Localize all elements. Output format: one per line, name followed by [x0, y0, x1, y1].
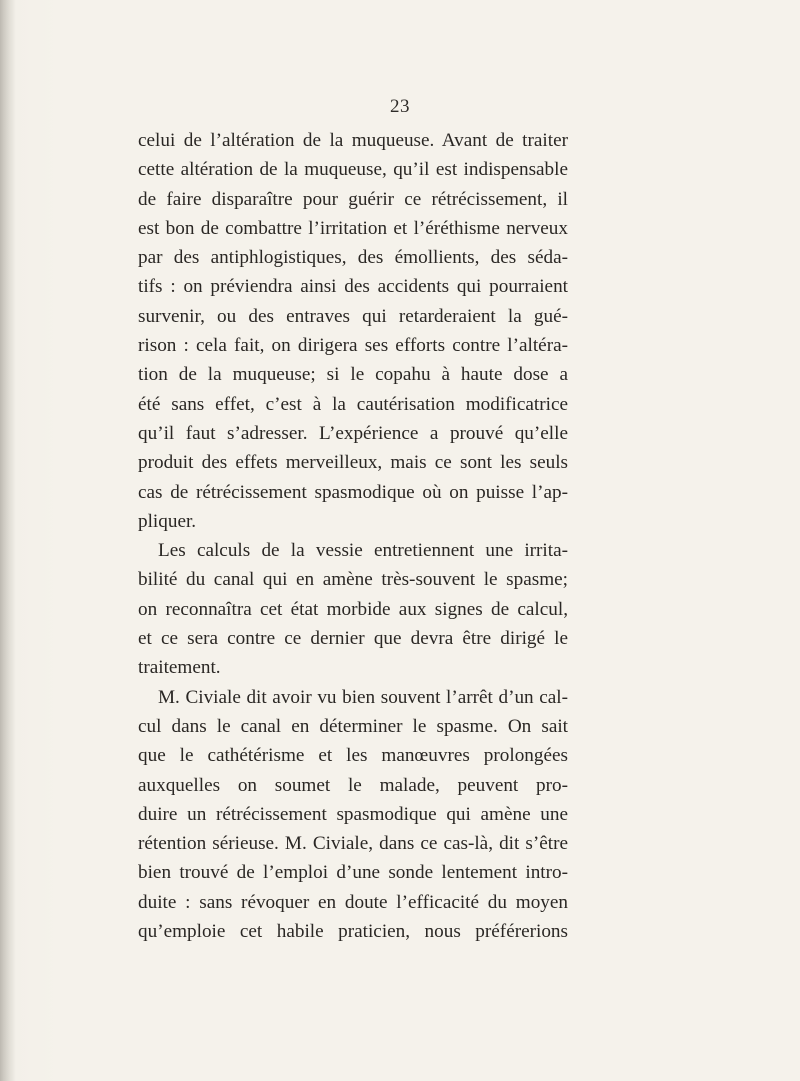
text-line: rétention sérieuse. M. Civiale, dans ce cas-là, dit s’être	[138, 833, 568, 855]
text-line: bilité du canal qui en amène très-souvent le spasme;	[138, 569, 568, 591]
text-line: bien trouvé de l’emploi d’une sonde lentement intro-	[138, 862, 568, 884]
text-line: pliquer.	[138, 510, 197, 532]
text-line: duire un rétrécissement spasmodique qui amène une	[138, 803, 568, 825]
page-number: 23	[390, 96, 410, 117]
body-text	[138, 126, 568, 946]
text-line: traitement.	[138, 657, 221, 679]
text-line: qu’il faut s’adresser. L’expérience a prouvé qu’elle	[138, 422, 568, 444]
text-line: que le cathétérisme et les manœuvres prolongées	[138, 745, 568, 767]
text-line: cas de rétrécissement spasmodique où on puisse l’ap-	[138, 481, 568, 503]
text-line: et ce sera contre ce dernier que devra être dirigé le	[138, 628, 568, 650]
text-line: survenir, ou des entraves qui retarderaient la gué-	[138, 305, 568, 327]
text-line: Les calculs de la vessie entretiennent une irrita-	[158, 540, 568, 562]
text-line: cul dans le canal en déterminer le spasme. On sait	[138, 715, 568, 737]
text-line: été sans effet, c’est à la cautérisation modificatrice	[138, 393, 568, 415]
text-line: est bon de combattre l’irritation et l’éréthisme nerveux	[138, 217, 568, 239]
text-line: rison : cela fait, on dirigera ses efforts contre l’altéra-	[138, 335, 568, 357]
text-line: tion de la muqueuse; si le copahu à haute dose a	[138, 364, 568, 386]
text-line: auxquelles on soumet le malade, peuvent pro-	[138, 774, 568, 796]
text-line: produit des effets merveilleux, mais ce sont les seuls	[138, 452, 568, 474]
text-line: cette altération de la muqueuse, qu’il est indispensable	[138, 159, 568, 181]
text-line: M. Civiale dit avoir vu bien souvent l’arrêt d’un cal-	[158, 686, 568, 708]
page-gutter	[0, 0, 16, 1081]
text-line: qu’emploie cet habile praticien, nous préférerions	[138, 921, 568, 943]
text-line: de faire disparaître pour guérir ce rétrécissement, il	[138, 188, 568, 210]
text-line: duite : sans révoquer en doute l’efficacité du moyen	[138, 891, 568, 913]
text-line: tifs : on préviendra ainsi des accidents qui pourraient	[138, 276, 568, 298]
text-line: on reconnaîtra cet état morbide aux signes de calcul,	[138, 598, 568, 620]
text-line: celui de l’altération de la muqueuse. Avant de traiter	[138, 130, 568, 151]
text-line: par des antiphlogistiques, des émollients, des séda-	[138, 247, 568, 269]
